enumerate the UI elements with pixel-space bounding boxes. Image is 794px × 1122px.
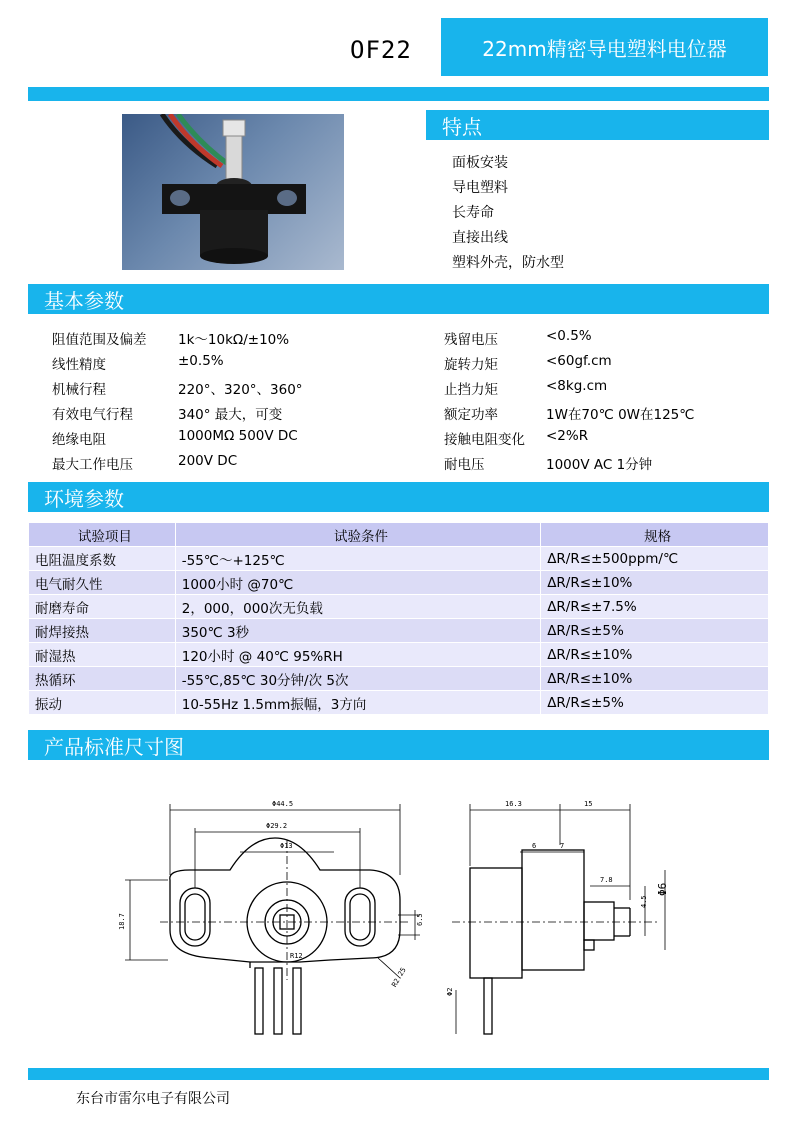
table-row (29, 547, 769, 571)
dim-label: 7.8 (600, 876, 613, 884)
dim-label: 18.7 (118, 913, 126, 930)
table-cell: 电阻温度系数 (29, 547, 176, 571)
dim-label: Φ44.5 (272, 800, 294, 808)
table-cell: ΔR/R≤±500ppm/℃ (541, 547, 769, 571)
param-value: <60gf.cm (546, 353, 612, 369)
table-cell: 热循环 (29, 667, 176, 691)
param-value: 220°、320°、360° (178, 382, 303, 398)
feature-item: 塑料外壳，防水型 (452, 255, 564, 271)
dim-label: Φ6 (656, 882, 669, 896)
param-value: <0.5% (546, 328, 592, 344)
param-label: 线性精度 (52, 357, 106, 373)
dim-label: Φ2 (446, 987, 454, 996)
table-cell: 耐焊接热 (29, 619, 176, 643)
table-cell: 耐湿热 (29, 643, 176, 667)
table-cell: -55℃～+125℃ (175, 547, 540, 571)
dim-label: R2.25 (390, 966, 408, 989)
param-label: 旋转力矩 (444, 357, 498, 373)
table-row (29, 643, 769, 667)
param-value: 200V DC (178, 453, 238, 469)
footer-rule (28, 1068, 769, 1080)
dim-label: 16.3 (505, 800, 522, 808)
dim-label: 15 (584, 800, 593, 808)
param-value: 1k～10kΩ/±10% (178, 332, 290, 348)
param-label: 接触电阻变化 (444, 432, 525, 448)
table-cell: ΔR/R≤±5% (541, 691, 769, 715)
table-row (29, 667, 769, 691)
table-cell: ΔR/R≤±7.5% (541, 595, 769, 619)
table-cell: ΔR/R≤±10% (541, 643, 769, 667)
company-name: 东台市雷尔电子有限公司 (76, 1091, 230, 1107)
param-label: 最大工作电压 (52, 457, 133, 473)
dim-label: 6 (532, 842, 537, 850)
dimension-drawing (100, 790, 700, 1050)
table-cell: -55℃,85℃ 30分钟/次 5次 (175, 667, 540, 691)
env-table (28, 522, 769, 715)
table-cell: 350℃ 3秒 (175, 619, 540, 643)
param-label: 机械行程 (52, 382, 106, 398)
feature-item: 导电塑料 (452, 180, 508, 196)
dim-label: Φ29.2 (266, 822, 288, 830)
param-value: 340° 最大，可变 (178, 407, 283, 423)
param-value: 1W在70℃ 0W在125℃ (546, 407, 695, 423)
column-header: 试验条件 (175, 523, 540, 547)
feature-item: 长寿命 (452, 205, 494, 221)
table-cell: 1000小时 @70℃ (175, 571, 540, 595)
table-row (29, 691, 769, 715)
dimensions-heading: 产品标准尺寸图 (28, 730, 769, 760)
table-cell: ΔR/R≤±5% (541, 619, 769, 643)
dim-label: 4.5 (640, 895, 648, 908)
param-value: 1000V AC 1分钟 (546, 457, 653, 473)
table-cell: 耐磨寿命 (29, 595, 176, 619)
param-label: 额定功率 (444, 407, 498, 423)
column-header: 规格 (541, 523, 769, 547)
table-row (29, 571, 769, 595)
param-label: 绝缘电阻 (52, 432, 106, 448)
feature-item: 直接出线 (452, 230, 508, 246)
table-cell: ΔR/R≤±10% (541, 571, 769, 595)
param-label: 耐电压 (444, 457, 485, 473)
param-value: <8kg.cm (546, 378, 608, 394)
table-cell: 电气耐久性 (29, 571, 176, 595)
dim-label: 7 (560, 842, 565, 850)
param-value: ±0.5% (178, 353, 224, 369)
table-cell: 120小时 @ 40℃ 95%RH (175, 643, 540, 667)
param-value: <2%R (546, 428, 589, 444)
table-cell: ΔR/R≤±10% (541, 667, 769, 691)
features-heading: 特点 (426, 110, 769, 140)
param-value: 1000MΩ 500V DC (178, 428, 298, 444)
basic-params-heading: 基本参数 (28, 284, 769, 314)
param-label: 止挡力矩 (444, 382, 498, 398)
feature-item: 面板安装 (452, 155, 508, 171)
table-row (29, 619, 769, 643)
product-title: 22mm精密导电塑料电位器 (441, 18, 768, 76)
model-number: OF22 (350, 36, 412, 64)
dim-label: R12 (290, 952, 303, 960)
product-photo (122, 114, 344, 270)
env-params-heading: 环境参数 (28, 482, 769, 512)
table-header-row (29, 523, 769, 547)
dim-label: 6.5 (416, 913, 424, 926)
header-rule (28, 87, 769, 101)
param-label: 阻值范围及偏差 (52, 332, 147, 348)
table-cell: 振动 (29, 691, 176, 715)
column-header: 试验项目 (29, 523, 176, 547)
param-label: 有效电气行程 (52, 407, 133, 423)
dim-label: Φ13 (280, 842, 293, 850)
param-label: 残留电压 (444, 332, 498, 348)
table-cell: 10-55Hz 1.5mm振幅，3方向 (175, 691, 540, 715)
table-cell: 2，000，000次无负载 (175, 595, 540, 619)
table-row (29, 595, 769, 619)
